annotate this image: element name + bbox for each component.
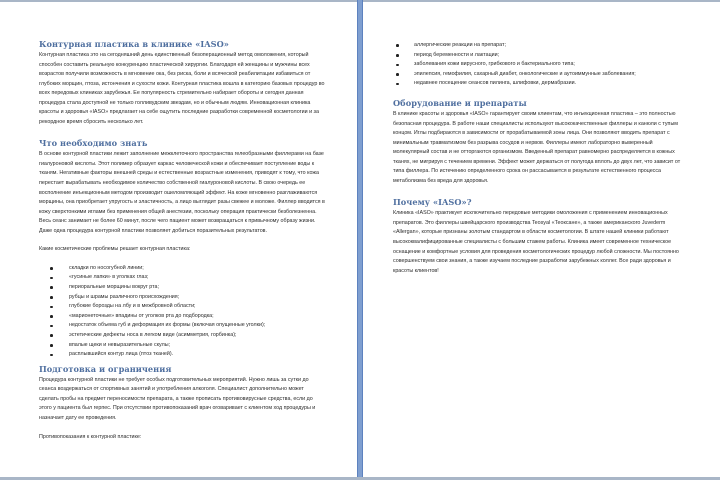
paragraph-intro: Контурная пластика это на сегодняшний день единственный безоперационный метод омоложения, который способен составить реальную конкуренцию пластической хирургии. Благодаря ей женщины и мужчины всех возрастов получили возможность в мгновение ока, без риска, боли и всяческой реабилитации избавиться от глубоких морщин, птоза, истончения и сухости кожи. Контурная пластика вошла в категорию базовых процедур во всех передовых клиниках зарубежья. Ее популярность стремительно набирает обороты и сегодня данная процедура стала доступной не только голливудским звездам, но и обычным людям. Инновационная клиника красоты и здоровья «IASO» предлагает на себе ощутить последние разработки современной косметологии и за рекордное время сбросить несколько лет. [39,52,325,125]
list-item-text: заболевания кожи вирусного, грибкового и бактериального типа; [414,61,575,68]
list-item-text: впалые щеки и невыразительные скулы; [69,341,171,348]
list-item-text: «гусиные лапки» в уголках глаз; [69,274,149,281]
list-item [39,350,325,360]
bullet-icon [50,267,53,270]
paragraph-why-iaso: Клиника «IASO» практикует исключительно передовые методики омоложения с применением инновационных препаратов. Это филлеры швейцарского производства Teosyal «Теоксане», а также американского Juvederm «Allergan», которые признаны золотым стандартом в области косметологии. В штате нашей клиники работают высококвалифицированные специалисты с большим стажем работы. Клиника имеет современное техническое оснащение и комфортные условия для проведения косметологических процедур любой сложности. Мы постоянно совершенствуем свои знания, а также изучаем последние разработки зарубежных коллег. Все ради здоровья и красоты клиентов! [393,210,679,274]
list-item-text: «марионеточные» впадины от уголков рта до подбородка; [69,312,214,319]
heading-need-to-know: Что необходимо знать [39,138,148,149]
document-page-right[interactable] [363,2,720,477]
list-item [39,312,325,322]
list-item-text: рубцы и шрамы различного происхождения; [69,293,180,300]
bullet-icon [396,44,399,47]
list-intro-problems: Какие косметические проблемы решает контурная пластика: [39,246,191,253]
bullet-icon [50,325,53,328]
list-item-text: период беременности и лактации; [414,51,500,58]
list-item [39,293,325,303]
list-item [393,41,685,51]
heading-why-iaso: Почему «IASO»? [393,197,472,208]
list-item [393,79,685,89]
list-item-text: недавнее посещение сеансов пилинга, шлифовки, дермабразии. [414,80,577,87]
list-item [39,264,325,274]
list-item [393,70,685,80]
bullet-icon [396,83,399,86]
bullet-icon [50,344,53,347]
list-intro-contraindications: Противопоказания к контурной пластике: [39,433,142,440]
contraindications-list [393,41,685,89]
document-page-left[interactable] [0,2,357,477]
list-item-text: периоральные морщины вокруг рта; [69,284,159,291]
heading-equipment: Оборудование и препараты [393,97,527,108]
list-item [39,321,325,331]
list-item-text: складки по носогубной линии; [69,264,144,271]
list-item [39,273,325,283]
paragraph-equipment: В клинике красоты и здоровья «IASO» гарантирует своим клиентам, что инъекционная пластика – это полностью безопасная процедура. В работе наши специалисты используют высококачественные филлеры и канюли с тупым концом. Иглы подбираются в зависимости от прорабатываемой зоны лица. Они позволяют вводить препарат с минимальным травматизмом без разрыва сосудов и нервов. Филлеры имеют лабораторно выверенный молекулярный состав и не отторгаются организмом. Введенный препарат равномерно распределяется в кожных тканях, не мигрируя с течением времени. Эффект может держаться от полугода вплоть до двух лет, что зависит от типа филлера. По истечению определенного срока он рассасывается в результате естественного процесса метаболизма без вреда для здоровья. [393,110,681,184]
bullet-icon [50,315,53,318]
list-item-text: аллергические реакции на препарат; [414,42,506,48]
bullet-icon [50,354,53,357]
list-item-text: глубокие борозды на лбу и в межбровной области; [69,303,196,310]
list-item-text: расплывшийся контур лица (птоз тканей). [69,351,174,358]
list-item [393,51,685,61]
problems-list [39,264,325,360]
list-item [39,283,325,293]
heading-contour-plastic: Контурная пластика в клинике «IASO» [39,39,229,49]
page-content [39,39,325,442]
bullet-icon [396,73,399,76]
list-item-text: недостаток объема губ и деформация их формы (включая опущенные уголки); [69,322,266,329]
heading-preparation: Подготовка и ограничения [39,363,172,374]
list-item-text: эстетические дефекты носа в легком виде (асимметрия, горбинка); [69,332,237,338]
list-item [393,60,685,70]
bullet-icon [50,306,53,309]
list-item [39,302,325,312]
bullet-icon [50,334,53,337]
bullet-icon [50,277,53,280]
list-item [39,331,325,341]
bullet-icon [396,54,399,57]
bullet-icon [396,64,399,67]
bullet-icon [50,286,53,289]
bullet-icon [50,296,53,299]
list-item-text: эпилепсия, гемофилия, сахарный диабет, онкологические и аутоиммунные заболевания; [414,70,636,77]
paragraph-preparation: Процедура контурной пластики не требует особых подготовительных мероприятий. Нужно лишь за сутки до сеанса воздержаться от спортивных занятий и употребления алкоголя. Специалист дополнительно может сделать пробы на предмет переносимости препарата, а также прописать противовирусные средства, если до этого у пациента был герпес. При отсутствии противопоказаний врач оговаривает с клиентом ход процедуры и назначает дату ее проведения. [39,376,316,421]
paragraph-basis: В основе контурной пластики лежит заполнение межклеточного пространства гелеобразными филлерами на базе гиалуроновой кислоты. Этот полимер образует каркас человеческой кожи и обеспечивает поступление воды к тканям. Негативные факторы внешней среды и естественные возрастные изменения, приводят к тому, что кожа перестает вырабатывать необходимое количество собственной гиалуроновой кислоты. В свою очередь ее восполнение инъекционным методом производит ошеломляющий эффект. На коже мгновенно разглаживаются морщины, она приобретает упругость и эластичность, а лицо выглядит разы свежее и моложе. Филлер вводится в кожу сверхтонкими иглами без применения общей анестезии, поскольку операция практически безболезненна. Весь сеанс занимает не более 60 минут, после чего пациент может возвращаться к привычному образу жизни. Даже одна процедура контурной пластики позволяет добиться поразительных результатов. [39,151,325,234]
page-content [393,41,685,276]
list-item [39,341,325,351]
